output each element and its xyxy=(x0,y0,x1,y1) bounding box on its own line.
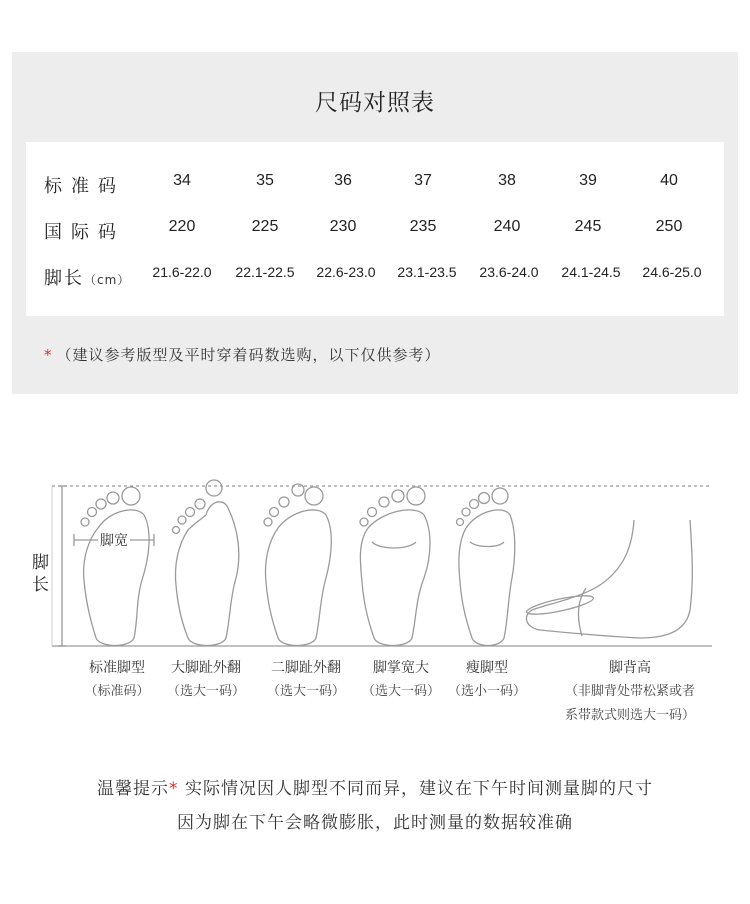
table-cell: 235 xyxy=(409,218,437,235)
caption-name: 二脚趾外翻 xyxy=(270,660,341,676)
table-cell: 36 xyxy=(334,172,352,189)
tip-line-2: 因为脚在下午会略微膨胀，此时测量的数据较准确 xyxy=(177,813,573,833)
caption-advice: （选大一码） xyxy=(266,684,346,699)
table-cell: 225 xyxy=(251,218,279,235)
caption-advice: （选大一码） xyxy=(166,684,246,699)
row-label-text: 脚长 xyxy=(44,268,84,289)
caption-advice: （选小一码） xyxy=(447,684,527,699)
note-text: （建议参考版型及平时穿着码数选购，以下仅供参考） xyxy=(56,346,441,364)
table-cell: 21.6-22.0 xyxy=(152,264,212,280)
reference-note xyxy=(44,344,441,365)
row-label xyxy=(44,264,130,290)
foot-type-caption-high-instep xyxy=(565,656,695,728)
caption-advice: （非脚背处带松紧或者 xyxy=(564,684,696,699)
tip-star: * xyxy=(169,779,179,799)
table-cell: 34 xyxy=(173,172,191,189)
foot-type-diagram xyxy=(0,470,750,660)
table-row-international-size xyxy=(26,218,724,248)
table-row-foot-length xyxy=(26,264,724,294)
caption-advice: （标准码） xyxy=(84,684,150,699)
size-table xyxy=(26,142,724,316)
table-cell: 24.1-24.5 xyxy=(561,264,621,280)
foot-type-caption-slim xyxy=(448,656,526,704)
row-label-unit: （cm） xyxy=(84,273,131,287)
foot-width-label: 脚宽 xyxy=(98,530,130,550)
table-row-standard-size xyxy=(26,172,724,202)
table-cell: 40 xyxy=(660,172,678,189)
tip-prefix: 温馨提示 xyxy=(97,779,170,799)
foot-type-caption-bunion xyxy=(167,656,245,704)
table-cell: 39 xyxy=(579,172,597,189)
table-cell: 245 xyxy=(574,218,602,235)
row-label: 标准码 xyxy=(44,176,125,197)
foot-bunion-icon xyxy=(173,480,239,646)
foot-slim-icon xyxy=(457,488,515,646)
row-label: 国际码 xyxy=(44,222,125,243)
table-cell: 35 xyxy=(256,172,274,189)
table-cell: 230 xyxy=(329,218,357,235)
table-cell: 24.6-25.0 xyxy=(642,264,702,280)
caption-name: 大脚趾外翻 xyxy=(170,660,241,676)
caption-name: 标准脚型 xyxy=(88,660,145,676)
foot-high-instep-icon xyxy=(525,520,692,638)
table-cell: 22.1-22.5 xyxy=(235,264,295,280)
table-cell: 23.1-23.5 xyxy=(397,264,457,280)
size-chart-panel xyxy=(12,52,738,394)
page-title: 尺码对照表 xyxy=(315,90,435,116)
tip-text: 实际情况因人脚型不同而异，建议在下午时间测量脚的尺寸 xyxy=(178,779,653,799)
caption-advice: （选大一码） xyxy=(361,684,441,699)
caption-name: 脚掌宽大 xyxy=(372,660,429,676)
caption-name: 瘦脚型 xyxy=(465,660,508,676)
caption-name: 脚背高 xyxy=(608,660,651,676)
table-cell: 240 xyxy=(493,218,521,235)
foot-type-caption-second-toe xyxy=(267,656,345,704)
note-star: * xyxy=(44,346,53,364)
foot-second-toe-icon xyxy=(264,484,331,646)
table-cell: 220 xyxy=(168,218,196,235)
table-cell: 38 xyxy=(498,172,516,189)
foot-standard-icon xyxy=(81,487,149,646)
caption-advice-cont: 系带款式则选大一码） xyxy=(564,708,696,723)
tip-line-1 xyxy=(0,774,750,799)
table-cell: 23.6-24.0 xyxy=(479,264,539,280)
foot-length-axis-label: 脚长 xyxy=(32,553,49,595)
table-cell: 37 xyxy=(414,172,432,189)
table-cell: 22.6-23.0 xyxy=(316,264,376,280)
table-cell: 250 xyxy=(655,218,683,235)
foot-type-caption-standard xyxy=(84,656,149,704)
foot-wide-icon xyxy=(360,487,430,646)
foot-type-caption-wide xyxy=(362,656,440,704)
